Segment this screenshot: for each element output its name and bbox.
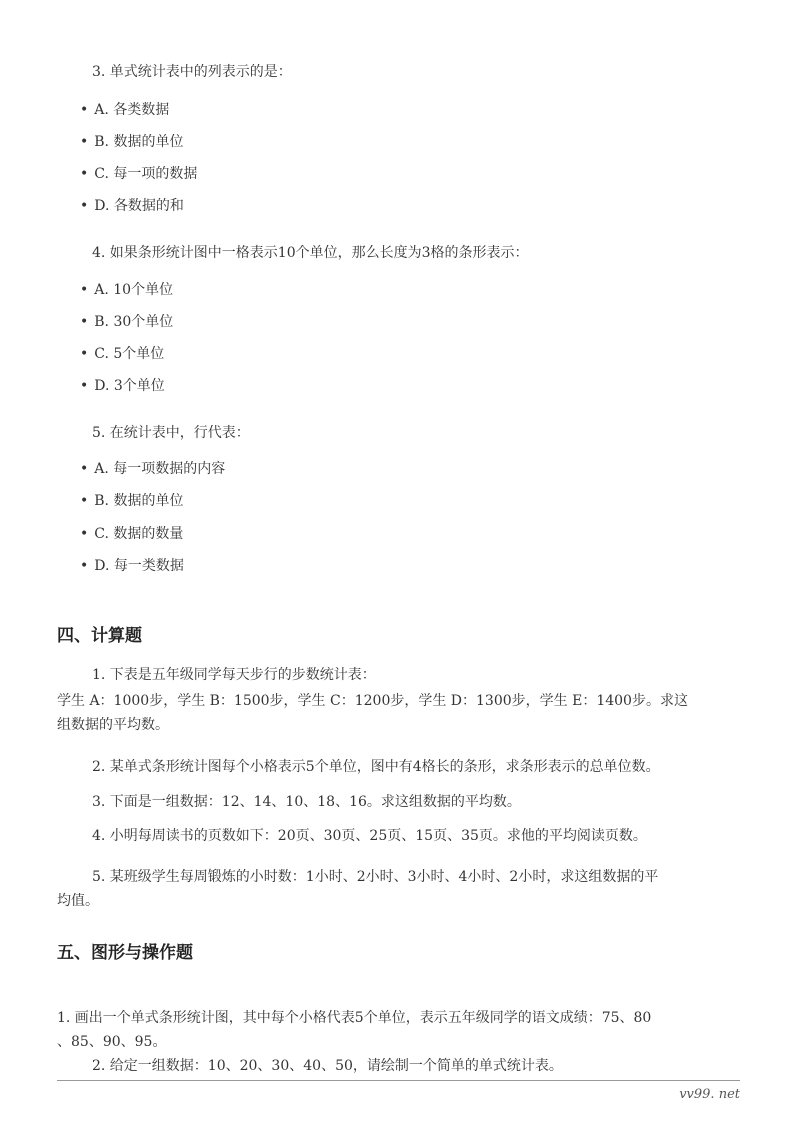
option: • A. 各类数据 xyxy=(80,101,169,119)
question-4: 4. 如果条形统计图中一格表示10个单位，那么长度为3格的条形表示： xyxy=(92,245,529,261)
footer-site: vv99. net xyxy=(679,1087,740,1102)
calc-item-line: 均值。 xyxy=(57,893,99,909)
drawing-item: 2. 给定一组数据：10、20、30、40、50，请绘制一个简单的单式统计表。 xyxy=(92,1058,563,1074)
calc-item: 5. 某班级学生每周锻炼的小时数：1小时、2小时、3小时、4小时、2小时，求这组数据的平 xyxy=(92,869,659,885)
section-heading: 四、计算题 xyxy=(57,626,142,646)
option: • A. 每一项数据的内容 xyxy=(80,460,225,478)
calc-item: 3. 下面是一组数据：12、14、10、18、16。求这组数据的平均数。 xyxy=(92,794,521,810)
option: • B. 数据的单位 xyxy=(80,133,183,151)
calc-item: 4. 小明每周读书的页数如下：20页、30页、25页、15页、35页。求他的平均阅读页数。 xyxy=(92,828,647,844)
calc-item-line: 学生 A：1000步，学生 B：1500步，学生 C：1200步，学生 D：1300步，学生 E：1400步。求这 xyxy=(57,693,688,709)
question-5: 5. 在统计表中，行代表： xyxy=(92,425,250,441)
calc-item: 2. 某单式条形统计图每个小格表示5个单位，图中有4格长的条形，求条形表示的总单位数。 xyxy=(92,759,660,775)
calc-item: 1. 下表是五年级同学每天步行的步数统计表： xyxy=(92,667,376,683)
drawing-item-line: 、85、90、95。 xyxy=(57,1034,167,1050)
option: • C. 5个单位 xyxy=(80,345,164,363)
option: • C. 数据的数量 xyxy=(80,525,183,543)
footer-divider xyxy=(57,1080,740,1081)
option: • C. 每一项的数据 xyxy=(80,165,197,183)
calc-item-line: 组数据的平均数。 xyxy=(57,717,169,733)
option: • B. 数据的单位 xyxy=(80,492,183,510)
option: • B. 30个单位 xyxy=(80,313,173,331)
option: • D. 每一类数据 xyxy=(80,557,184,575)
option: • A. 10个单位 xyxy=(80,281,173,299)
drawing-item: 1. 画出一个单式条形统计图，其中每个小格代表5个单位，表示五年级同学的语文成绩：75、80 xyxy=(57,1010,652,1026)
option: • D. 3个单位 xyxy=(80,377,165,395)
question-3: 3. 单式统计表中的列表示的是： xyxy=(92,64,292,80)
section-heading: 五、图形与操作题 xyxy=(57,943,193,963)
option: • D. 各数据的和 xyxy=(80,197,184,215)
